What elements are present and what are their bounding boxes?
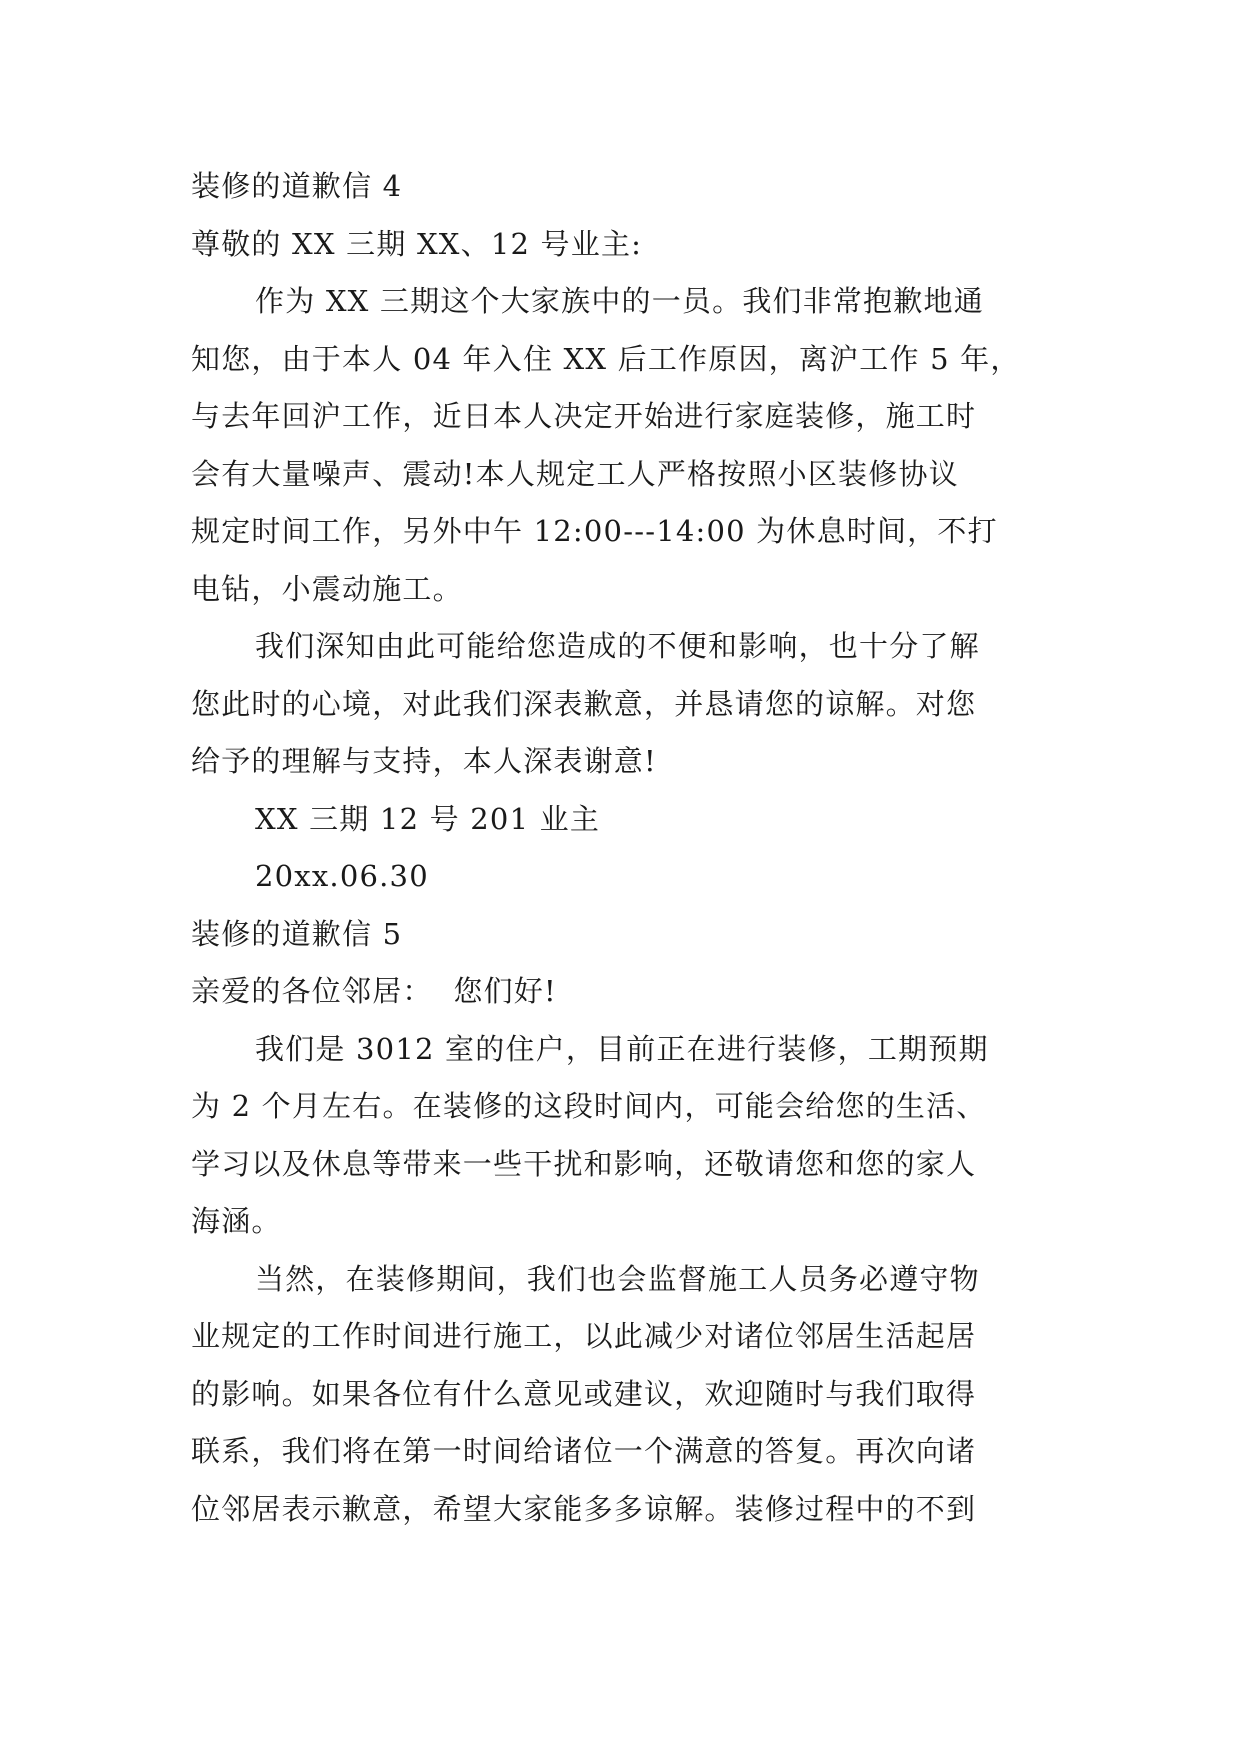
text-line: 位邻居表示歉意，希望大家能多多谅解。装修过程中的不到 — [191, 1491, 977, 1526]
text-line: 的影响。如果各位有什么意见或建议，欢迎随时与我们取得 — [191, 1376, 977, 1411]
text-line: 当然，在装修期间，我们也会监督施工人员务必遵守物 — [255, 1261, 980, 1296]
text-line: 学习以及休息等带来一些干扰和影响，还敬请您和您的家人 — [191, 1146, 977, 1181]
document-body — [191, 158, 1051, 1538]
text-line: 给予的理解与支持，本人深表谢意! — [191, 744, 657, 778]
letter-4-date: 20xx.06.30 — [255, 859, 429, 893]
text-line: 与去年回沪工作，近日本人决定开始进行家庭装修，施工时 — [191, 399, 977, 433]
letter-5-title: 装修的道歉信 5 — [191, 916, 403, 951]
text-line: 我们是 3012 室的住户，目前正在进行装修，工期预期 — [255, 1031, 989, 1066]
text-line: 您此时的心境，对此我们深表歉意，并恳请您的谅解。对您 — [191, 686, 977, 721]
letter-4-title: 装修的道歉信 4 — [191, 169, 403, 203]
text-line: 会有大量噪声、震动!本人规定工人严格按照小区装修协议 — [191, 456, 959, 491]
text-line: 规定时间工作，另外中午 12:00---14:00 为休息时间，不打 — [191, 514, 998, 548]
letter-4-signature: XX 三期 12 号 201 业主 — [255, 801, 601, 836]
text-line: 为 2 个月左右。在装修的这段时间内，可能会给您的生活、 — [191, 1089, 987, 1123]
text-line: 联系，我们将在第一时间给诸位一个满意的答复。再次向诸 — [191, 1434, 977, 1468]
text-line: 知您，由于本人 04 年入住 XX 后工作原因，离沪工作 5 年， — [191, 341, 1021, 376]
letter-5-salutation: 亲爱的各位邻居： 您们好! — [191, 974, 557, 1008]
text-line: 作为 XX 三期这个大家族中的一员。我们非常抱歉地通 — [255, 284, 984, 318]
text-line: 海涵。 — [191, 1204, 282, 1238]
text-line: 业规定的工作时间进行施工，以此减少对诸位邻居生活起居 — [191, 1319, 977, 1353]
text-line: 我们深知由此可能给您造成的不便和影响，也十分了解 — [255, 629, 980, 663]
letter-4-salutation: 尊敬的 XX 三期 XX、12 号业主: — [191, 226, 643, 261]
text-line: 电钻，小震动施工。 — [191, 571, 463, 606]
